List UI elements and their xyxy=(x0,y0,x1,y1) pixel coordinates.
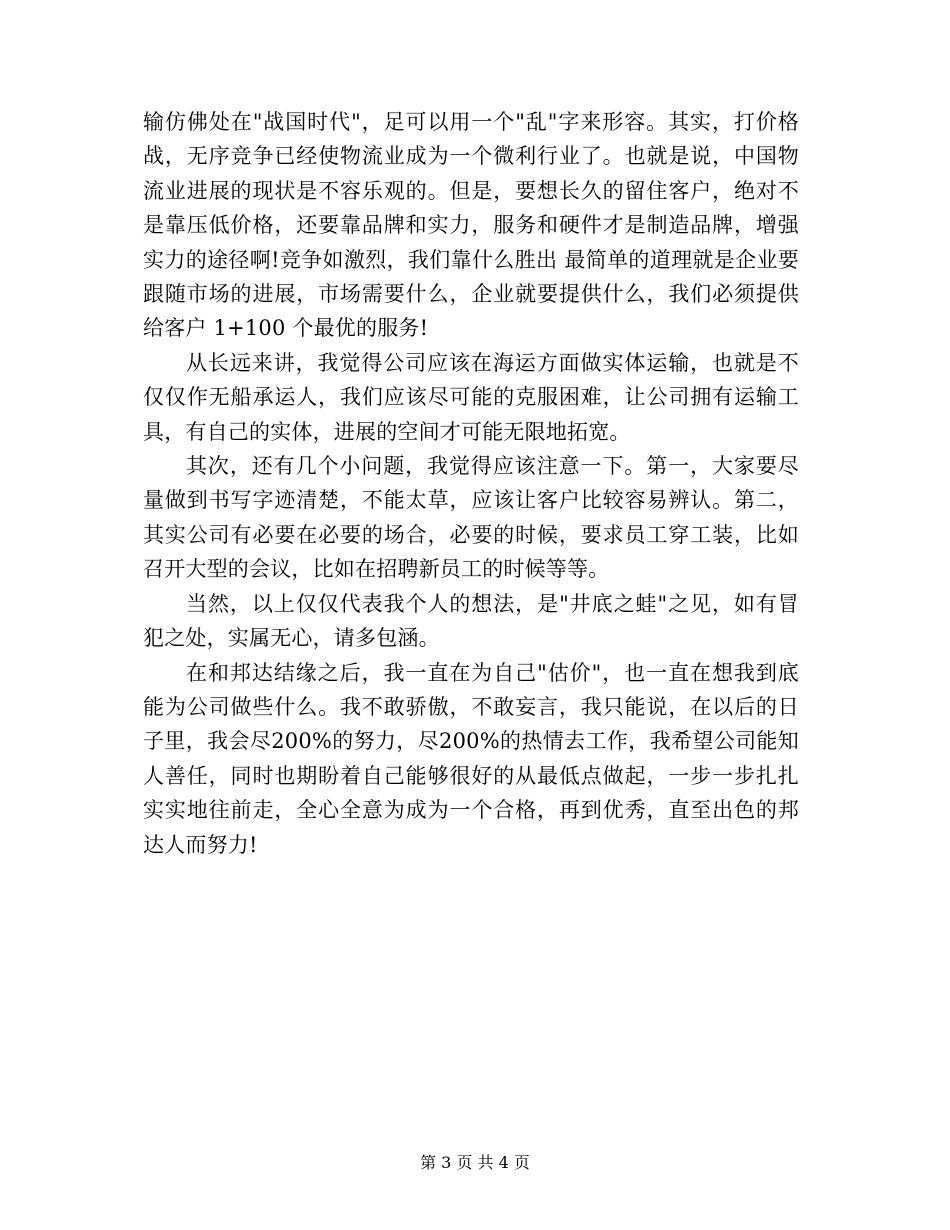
paragraph-continuation: 输仿佛处在"战国时代"，足可以用一个"乱"字来形容。其实，打价格战，无序竞争已经使物流业成为一个微利行业了。也就是说，中国物流业进展的现状是不容乐观的。但是，要想长久的留住客户，绝对不是靠压低价格，还要靠品牌和实力，服务和硬件才是制造品牌，增强实力的途径啊!竞争如激烈，我们靠什么胜出 最简单的道理就是企业要跟随市场的进展，市场需要什么，企业就要提供什么，我们必须提供给客户 1+100 个最优的服务! xyxy=(143,110,799,341)
paragraph-personal-view: 当然，以上仅仅代表我个人的想法，是"井底之蛙"之见，如有冒犯之处，实属无心，请多包涵。 xyxy=(143,591,799,651)
document-body xyxy=(143,105,799,862)
paragraph-long-term-view: 从长远来讲，我觉得公司应该在海运方面做实体运输，也就是不仅仅作无船承运人，我们应该尽可能的克服困难，让公司拥有运输工具，有自己的实体，进展的空间才可能无限地拓宽。 xyxy=(143,350,799,444)
paragraph-minor-issues: 其次，还有几个小问题，我觉得应该注意一下。第一，大家要尽量做到书写字迹清楚，不能太草，应该让客户比较容易辨认。第二，其实公司有必要在必要的场合，必要的时候，要求员工穿工装，比如召开大型的会议，比如在招聘新员工的时候等等。 xyxy=(143,454,799,582)
page-number-footer: 第 3 页 共 4 页 xyxy=(420,1153,530,1172)
paragraph-commitment: 在和邦达结缘之后，我一直在为自己"估价"，也一直在想我到底能为公司做些什么。我不敢骄傲，不敢妄言，我只能说，在以后的日子里，我会尽200%的努力，尽200%的热情去工作，我希望公司能知人善任，同时也期盼着自己能够很好的从最低点做起，一步一步扎扎实实地往前走，全心全意为成为一个合格，再到优秀，直至出色的邦达人而努力! xyxy=(143,660,799,857)
